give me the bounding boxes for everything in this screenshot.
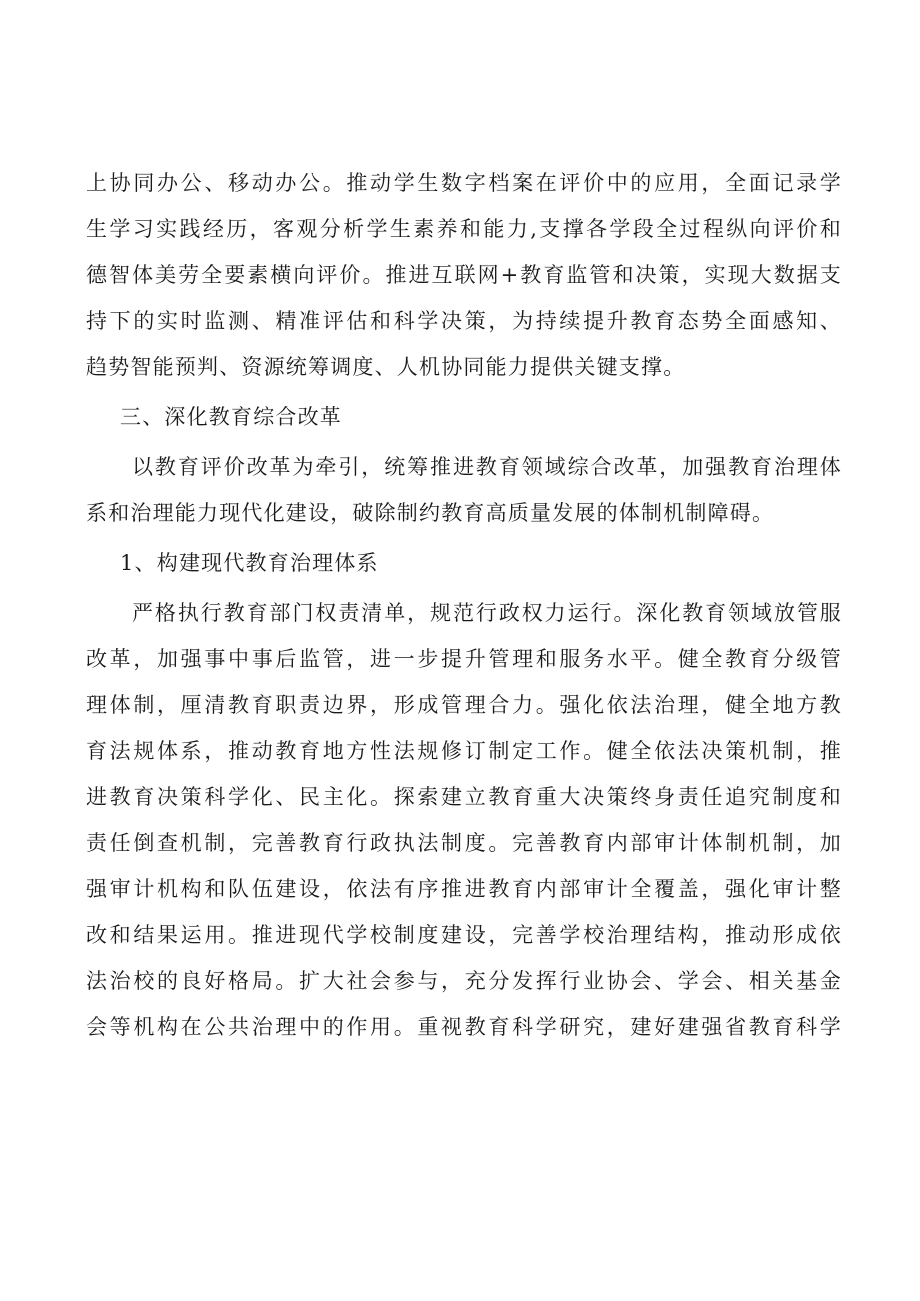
subsection-heading: 1、构建现代教育治理体系	[120, 551, 379, 575]
section-heading: 三、深化教育综合改革	[120, 405, 342, 429]
text-line: 生学习实践经历，客观分析学生素养和能力,支撑各学段全过程纵向评价和	[86, 217, 842, 241]
text-line: 改革，加强事中事后监管，进一步提升管理和服务水平。健全教育分级管	[86, 647, 842, 671]
text-line: 系和治理能力现代化建设，破除制约教育高质量发展的体制机制障碍。	[86, 501, 775, 525]
document-body	[86, 160, 842, 1050]
text-line: 改和结果运用。推进现代学校制度建设，完善学校治理结构，推动形成依	[86, 923, 842, 947]
text-line: 进教育决策科学化、民主化。探索建立教育重大决策终身责任追究制度和	[86, 785, 842, 809]
paragraph-governance	[86, 590, 842, 1050]
text-line: 责任倒查机制，完善教育行政执法制度。完善教育内部审计体制机制，加	[86, 831, 842, 855]
text-line: 以教育评价改革为牵引，统筹推进教育领域综合改革，加强教育治理体	[132, 455, 842, 479]
paragraph-continuation	[86, 160, 842, 390]
text-line: 趋势智能预判、资源统筹调度、人机协同能力提供关键支撑。	[86, 355, 686, 379]
text-line: 德智体美劳全要素横向评价。推进互联网+教育监管和决策，实现大数据支	[86, 263, 842, 287]
text-line: 上协同办公、移动办公。推动学生数字档案在评价中的应用，全面记录学	[86, 171, 842, 195]
text-line: 理体制，厘清教育职责边界，形成管理合力。强化依法治理，健全地方教	[86, 693, 842, 717]
text-line: 严格执行教育部门权责清单，规范行政权力运行。深化教育领域放管服	[132, 601, 842, 625]
paragraph-section-intro	[86, 444, 842, 536]
text-line: 持下的实时监测、精准评估和科学决策，为持续提升教育态势全面感知、	[86, 309, 842, 333]
text-line: 法治校的良好格局。扩大社会参与，充分发挥行业协会、学会、相关基金	[86, 969, 842, 993]
text-line: 会等机构在公共治理中的作用。重视教育科学研究，建好建强省教育科学	[86, 1015, 842, 1039]
text-line: 育法规体系，推动教育地方性法规修订制定工作。健全依法决策机制，推	[86, 739, 842, 763]
text-line: 强审计机构和队伍建设，依法有序推进教育内部审计全覆盖，强化审计整	[86, 877, 842, 901]
